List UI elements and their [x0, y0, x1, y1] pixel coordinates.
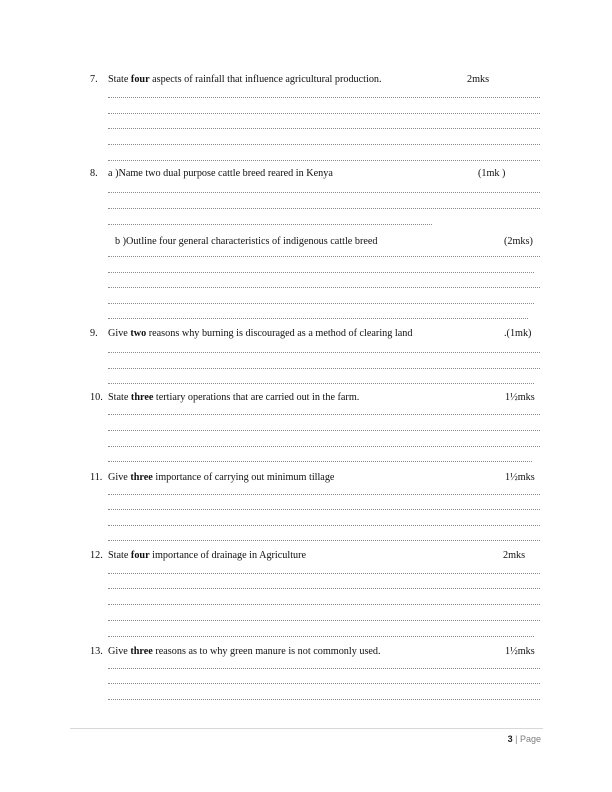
- answer-line[interactable]: [108, 699, 540, 700]
- answer-line[interactable]: [108, 494, 540, 495]
- answer-line[interactable]: [108, 573, 540, 574]
- answer-line[interactable]: [108, 256, 540, 257]
- question-number: 9.: [90, 328, 98, 339]
- question-text-post: importance of carrying out minimum tillage: [152, 472, 335, 483]
- question-text-pre: State: [108, 74, 131, 85]
- question-marks: 2mks: [467, 74, 490, 85]
- question-text-post: aspects of rainfall that influence agricultural production.: [149, 74, 382, 85]
- question-text-pre: Give: [108, 328, 131, 339]
- question-text-emphasis: two: [130, 328, 147, 339]
- page-number: 3: [507, 734, 513, 744]
- question-number: 10.: [90, 392, 103, 403]
- answer-line[interactable]: [108, 620, 540, 621]
- answer-line[interactable]: [108, 272, 534, 273]
- question-text-emphasis: three: [130, 392, 154, 403]
- answer-line[interactable]: [108, 128, 540, 129]
- page-label: Page: [519, 734, 541, 744]
- question-text-pre: State: [108, 550, 131, 561]
- answer-line[interactable]: [108, 224, 432, 225]
- page-footer: [508, 734, 541, 744]
- answer-line[interactable]: [108, 352, 540, 353]
- question-text-pre: State: [108, 392, 131, 403]
- question-text: [115, 236, 378, 248]
- question-marks: 1½mks: [505, 646, 535, 657]
- question-number: 12.: [90, 550, 103, 561]
- question-text: [108, 392, 359, 404]
- question-text-pre: b )Outline four general characteristics of indigenous cattle breed: [115, 236, 378, 247]
- answer-line[interactable]: [108, 383, 534, 384]
- question-text: [108, 472, 334, 484]
- answer-line[interactable]: [108, 636, 534, 637]
- question-text-emphasis: four: [130, 550, 150, 561]
- question-text-emphasis: four: [130, 74, 150, 85]
- footer-separator: |: [515, 734, 518, 744]
- answer-line[interactable]: [108, 160, 540, 161]
- answer-line[interactable]: [108, 430, 540, 431]
- answer-line[interactable]: [108, 144, 540, 145]
- answer-line[interactable]: [108, 97, 540, 98]
- answer-line[interactable]: [108, 303, 534, 304]
- question-text-post: reasons as to why green manure is not commonly used.: [152, 646, 381, 657]
- question-text: [108, 328, 412, 340]
- question-marks: 2mks: [503, 550, 526, 561]
- question-text-pre: Give: [108, 472, 131, 483]
- question-marks: (2mks): [504, 236, 533, 247]
- question-text: [108, 74, 382, 86]
- question-number: 11.: [90, 472, 103, 483]
- answer-line[interactable]: [108, 668, 540, 669]
- question-number: 7.: [90, 74, 98, 85]
- answer-line[interactable]: [108, 604, 540, 605]
- question-number: 8.: [90, 168, 98, 179]
- question-text-emphasis: three: [130, 472, 153, 483]
- question-text: [108, 550, 306, 562]
- question-text-pre: Give: [108, 646, 131, 657]
- question-text: [108, 168, 333, 180]
- answer-line[interactable]: [108, 461, 532, 462]
- answer-line[interactable]: [108, 446, 540, 447]
- question-marks: .(1mk): [504, 328, 532, 339]
- answer-line[interactable]: [108, 414, 540, 415]
- question-number: 13.: [90, 646, 103, 657]
- answer-line[interactable]: [108, 208, 540, 209]
- answer-line[interactable]: [108, 540, 540, 541]
- footer-rule: [70, 728, 543, 729]
- question-text-emphasis: three: [130, 646, 153, 657]
- question-marks: (1mk ): [478, 168, 506, 179]
- answer-line[interactable]: [108, 192, 540, 193]
- answer-line[interactable]: [108, 113, 540, 114]
- question-text: [108, 646, 381, 658]
- question-text-post: importance of drainage in Agriculture: [149, 550, 307, 561]
- answer-line[interactable]: [108, 683, 540, 684]
- answer-line[interactable]: [108, 318, 528, 319]
- answer-line[interactable]: [108, 588, 540, 589]
- question-marks: 1½mks: [505, 472, 535, 483]
- answer-line[interactable]: [108, 368, 540, 369]
- question-marks: 1½mks: [505, 392, 535, 403]
- answer-line[interactable]: [108, 525, 540, 526]
- answer-line[interactable]: [108, 287, 540, 288]
- answer-line[interactable]: [108, 509, 540, 510]
- question-text-post: tertiary operations that are carried out in the farm.: [153, 392, 360, 403]
- question-text-post: reasons why burning is discouraged as a method of clearing land: [146, 328, 413, 339]
- question-text-pre: a )Name two dual purpose cattle breed reared in Kenya: [108, 168, 333, 179]
